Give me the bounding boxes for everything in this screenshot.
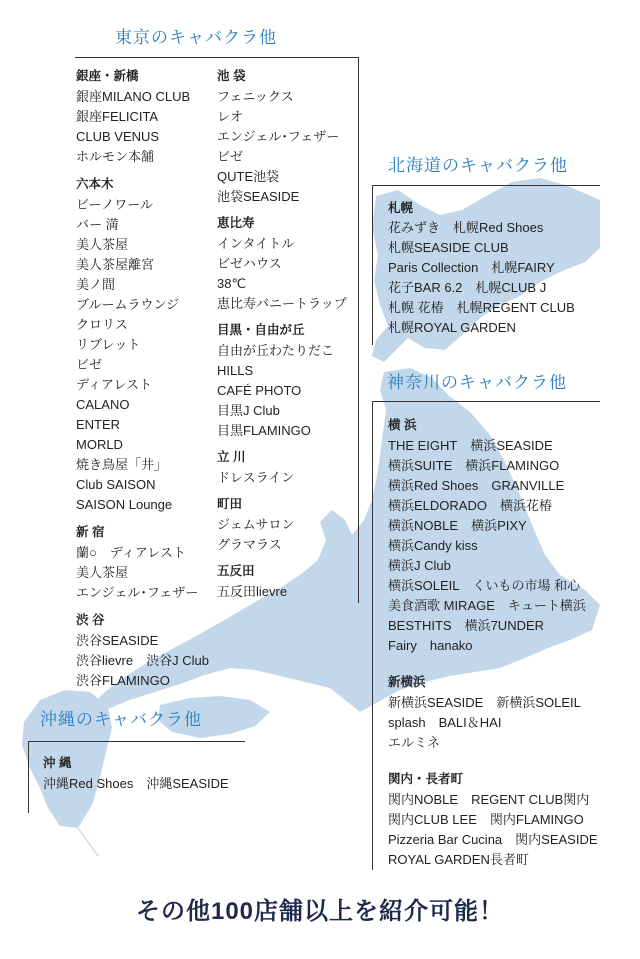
club-name: HILLS: [217, 363, 254, 378]
club-row: [76, 475, 209, 495]
club-name: 横浜PIXY: [471, 518, 527, 533]
club-row: [388, 810, 598, 830]
club-row: [388, 516, 598, 536]
club-name: 銀座MILANO CLUB: [76, 89, 191, 104]
club-row: [388, 278, 575, 298]
club-row: [388, 318, 575, 338]
club-name: Club SAISON: [76, 477, 156, 492]
club-name: キュート横浜: [507, 598, 586, 613]
club-name: 横浜SOLEIL: [388, 578, 460, 593]
club-row: [217, 361, 347, 381]
club-name: 渋谷SEASIDE: [76, 633, 159, 648]
club-name: 札幌ROYAL GARDEN: [388, 320, 516, 335]
area-group: [217, 66, 347, 207]
footer-tagline: その他100店舗以上を紹介可能！: [135, 898, 505, 925]
club-name: 五反田lievre: [217, 584, 288, 599]
club-name: ブルームラウンジ: [76, 297, 180, 312]
area-group: [76, 522, 209, 603]
area-heading: 立 川: [217, 450, 246, 464]
region-title-hokkaido: 北海道のキャバクラ他: [388, 156, 568, 175]
club-row: [76, 375, 209, 395]
club-name: グラマラス: [217, 537, 282, 552]
club-name: 関内NOBLE: [388, 792, 459, 807]
area-heading: 札幌: [388, 201, 414, 215]
area-group: [76, 174, 209, 515]
club-row: [76, 583, 209, 603]
club-name: エンジェル･フェザー: [76, 585, 199, 600]
club-name: 札幌REGENT CLUB: [456, 300, 575, 315]
club-name: 沖縄SEASIDE: [146, 776, 229, 791]
club-row: [388, 496, 598, 516]
club-name: GRANVILLE: [491, 478, 565, 493]
club-name: 焼き鳥屋「井」: [76, 457, 168, 472]
club-row: [76, 631, 209, 651]
bracket-line-top: [75, 57, 359, 58]
club-row: [217, 294, 347, 314]
club-name: 渋谷J Club: [146, 653, 209, 668]
area-group: [217, 447, 347, 488]
area-heading: 新 宿: [76, 525, 105, 539]
area-heading: 横 浜: [388, 418, 417, 432]
club-name: ROYAL GARDEN長者町: [388, 852, 529, 867]
area-heading: 恵比寿: [217, 216, 255, 230]
club-row: [217, 274, 347, 294]
area-heading: 町田: [217, 497, 243, 511]
club-name: 美人茶屋: [76, 565, 129, 580]
club-name: 横浜Red Shoes: [388, 478, 479, 493]
club-row: [76, 495, 209, 515]
club-row: [217, 87, 347, 107]
club-name: エルミネ: [388, 735, 441, 750]
club-row: [217, 582, 347, 602]
club-name: 横浜ELDORADO: [388, 498, 487, 513]
club-name: 札幌SEASIDE CLUB: [388, 240, 509, 255]
club-row: [388, 576, 598, 596]
club-row: [76, 127, 209, 147]
club-row: [76, 315, 209, 335]
club-name: フェニックス: [217, 89, 294, 104]
area-group: [388, 672, 598, 753]
club-row: [388, 456, 598, 476]
club-name: ドレスライン: [217, 470, 295, 485]
club-row: [76, 651, 209, 671]
club-name: QUTE池袋: [217, 169, 280, 184]
bracket-line-side: [372, 185, 373, 345]
club-name: 38℃: [217, 276, 247, 291]
club-row: [388, 436, 598, 456]
club-row: [76, 195, 209, 215]
area-group: [217, 320, 347, 441]
bracket-line-top: [372, 185, 600, 186]
club-name: ビーノワール: [76, 197, 153, 212]
club-name: Pizzeria Bar Cucina: [388, 832, 503, 847]
club-name: 美人茶屋離宮: [76, 257, 155, 272]
club-name: くいもの市場 和心: [472, 578, 581, 593]
club-row: [217, 167, 347, 187]
club-row: [76, 147, 209, 167]
club-name: レオ: [217, 109, 244, 124]
club-name: 横浜Candy kiss: [388, 538, 478, 553]
club-name: 目黒J Club: [217, 403, 280, 418]
bracket-line-side: [372, 401, 373, 870]
club-name: 目黒FLAMINGO: [217, 423, 311, 438]
club-name: 花みずき: [388, 220, 441, 235]
area-group: [388, 769, 598, 870]
club-name: BALI＆HAI: [438, 715, 502, 730]
area-heading: 渋 谷: [76, 613, 105, 627]
club-name: 美食酒歌 MIRAGE: [388, 598, 495, 613]
club-row: [388, 596, 598, 616]
club-name: 横浜FLAMINGO: [465, 458, 560, 473]
club-name: 渋谷lievre: [76, 653, 134, 668]
club-row: [217, 127, 347, 147]
club-row: [76, 435, 209, 455]
bracket-line-side: [28, 741, 29, 813]
club-name: splash: [388, 715, 426, 730]
hokkaido-list: [388, 198, 575, 338]
club-name: ディアレスト: [109, 545, 186, 560]
club-name: 恵比寿バニートラップ: [217, 296, 347, 311]
club-row: [388, 693, 598, 713]
area-group: [388, 198, 575, 338]
club-name: 札幌Red Shoes: [453, 220, 544, 235]
club-row: [76, 295, 209, 315]
club-name: ENTER: [76, 417, 121, 432]
area-group: [217, 494, 347, 555]
club-name: クロリス: [76, 317, 128, 332]
club-name: 横浜花椿: [499, 498, 552, 513]
club-row: [388, 476, 598, 496]
club-row: [76, 671, 209, 691]
club-name: インタイトル: [217, 236, 295, 251]
club-row: [217, 421, 347, 441]
area-group: [388, 415, 598, 656]
club-row: [76, 563, 209, 583]
club-name: BESTHITS: [388, 618, 452, 633]
club-row: [388, 830, 598, 850]
club-name: 横浜SEASIDE: [470, 438, 553, 453]
area-heading: 池 袋: [217, 69, 246, 83]
club-name: 横浜SUITE: [388, 458, 453, 473]
club-name: 新横浜SOLEIL: [496, 695, 581, 710]
club-name: 美ノ間: [76, 277, 116, 292]
club-row: [217, 187, 347, 207]
club-row: [217, 535, 347, 555]
club-name: 横浜J Club: [388, 558, 451, 573]
club-row: [388, 616, 598, 636]
bracket-line-side: [358, 57, 359, 603]
club-name: SAISON Lounge: [76, 497, 173, 512]
club-row: [388, 636, 598, 656]
club-row: [217, 107, 347, 127]
club-name: ビゼ: [76, 357, 103, 372]
club-name: THE EIGHT: [388, 438, 458, 453]
club-row: [76, 107, 209, 127]
area-heading: 六本木: [76, 177, 114, 191]
area-group: [217, 213, 347, 314]
club-row: [388, 238, 575, 258]
club-name: 関内CLUB LEE: [388, 812, 477, 827]
club-name: CAFÉ PHOTO: [217, 383, 302, 398]
region-title-kanagawa: 神奈川のキャバクラ他: [387, 373, 567, 392]
club-row: [388, 218, 575, 238]
club-name: 銀座FELICITA: [76, 109, 159, 124]
club-name: hanako: [429, 638, 473, 653]
club-row: [76, 455, 209, 475]
club-row: [388, 258, 575, 278]
region-title-tokyo: 東京のキャバクラ他: [115, 28, 277, 47]
club-name: 渋谷FLAMINGO: [76, 673, 170, 688]
club-name: 関内SEASIDE: [515, 832, 598, 847]
club-name: 札幌CLUB J: [475, 280, 547, 295]
tokyo-column-2: [217, 66, 347, 602]
club-row: [76, 87, 209, 107]
club-name: エンジェル･フェザー: [217, 129, 340, 144]
club-name: 池袋SEASIDE: [217, 189, 300, 204]
club-row: [388, 536, 598, 556]
club-name: 自由が丘わたりだこ: [217, 343, 335, 358]
club-row: [217, 341, 347, 361]
tokyo-column-1: [76, 66, 209, 691]
club-row: [217, 401, 347, 421]
club-name: 横浜NOBLE: [388, 518, 459, 533]
club-name: MORLD: [76, 437, 123, 452]
area-heading: 関内・長者町: [388, 772, 464, 786]
club-row: [388, 850, 598, 870]
club-name: 関内FLAMINGO: [489, 812, 584, 827]
area-group: [217, 561, 347, 602]
club-name: ジェムサロン: [217, 517, 295, 532]
club-name: CALANO: [76, 397, 130, 412]
club-row: [388, 298, 575, 318]
okinawa-list: [43, 753, 229, 794]
club-row: [388, 556, 598, 576]
club-row: [76, 415, 209, 435]
club-row: [217, 468, 347, 488]
club-row: [76, 215, 209, 235]
club-row: [388, 733, 598, 753]
club-name: 札幌FAIRY: [491, 260, 555, 275]
club-name: 新横浜SEASIDE: [388, 695, 484, 710]
area-heading: 五反田: [217, 564, 255, 578]
area-group: [76, 610, 209, 691]
club-row: [217, 234, 347, 254]
area-heading: 目黒・自由が丘: [217, 323, 305, 337]
kanagawa-list: [388, 415, 598, 870]
club-row: [388, 790, 598, 810]
club-name: 横浜7UNDER: [464, 618, 545, 633]
club-row: [217, 515, 347, 535]
club-name: ビゼハウス: [217, 256, 282, 271]
area-heading: 沖 縄: [43, 756, 72, 770]
club-row: [76, 395, 209, 415]
club-row: [76, 255, 209, 275]
club-row: [43, 774, 229, 794]
club-row: [217, 254, 347, 274]
club-row: [217, 381, 347, 401]
club-row: [76, 235, 209, 255]
area-heading: 新横浜: [388, 675, 426, 689]
area-group: [43, 753, 229, 794]
club-name: CLUB VENUS: [76, 129, 160, 144]
club-name: ホルモン本舗: [76, 149, 155, 164]
club-row: [217, 147, 347, 167]
club-name: 札幌 花椿: [388, 300, 444, 315]
club-name: Fairy: [388, 638, 417, 653]
club-row: [76, 543, 209, 563]
club-name: 沖縄Red Shoes: [43, 776, 134, 791]
club-name: バー 満: [76, 217, 119, 232]
club-row: [76, 335, 209, 355]
bracket-line-top: [28, 741, 245, 742]
club-name: ビゼ: [217, 149, 244, 164]
area-heading: 銀座・新橋: [76, 69, 139, 83]
club-row: [388, 713, 598, 733]
club-row: [76, 275, 209, 295]
club-name: 美人茶屋: [76, 237, 129, 252]
club-name: REGENT CLUB関内: [471, 792, 590, 807]
bracket-line-top: [372, 401, 600, 402]
club-name: Paris Collection: [388, 260, 479, 275]
area-group: [76, 66, 209, 167]
club-name: 花子BAR 6.2: [388, 280, 463, 295]
region-title-okinawa: 沖縄のキャバクラ他: [40, 710, 202, 729]
club-name: 蘭○: [76, 545, 97, 560]
club-name: リブレット: [76, 337, 141, 352]
club-name: ディアレスト: [76, 377, 153, 392]
club-row: [76, 355, 209, 375]
